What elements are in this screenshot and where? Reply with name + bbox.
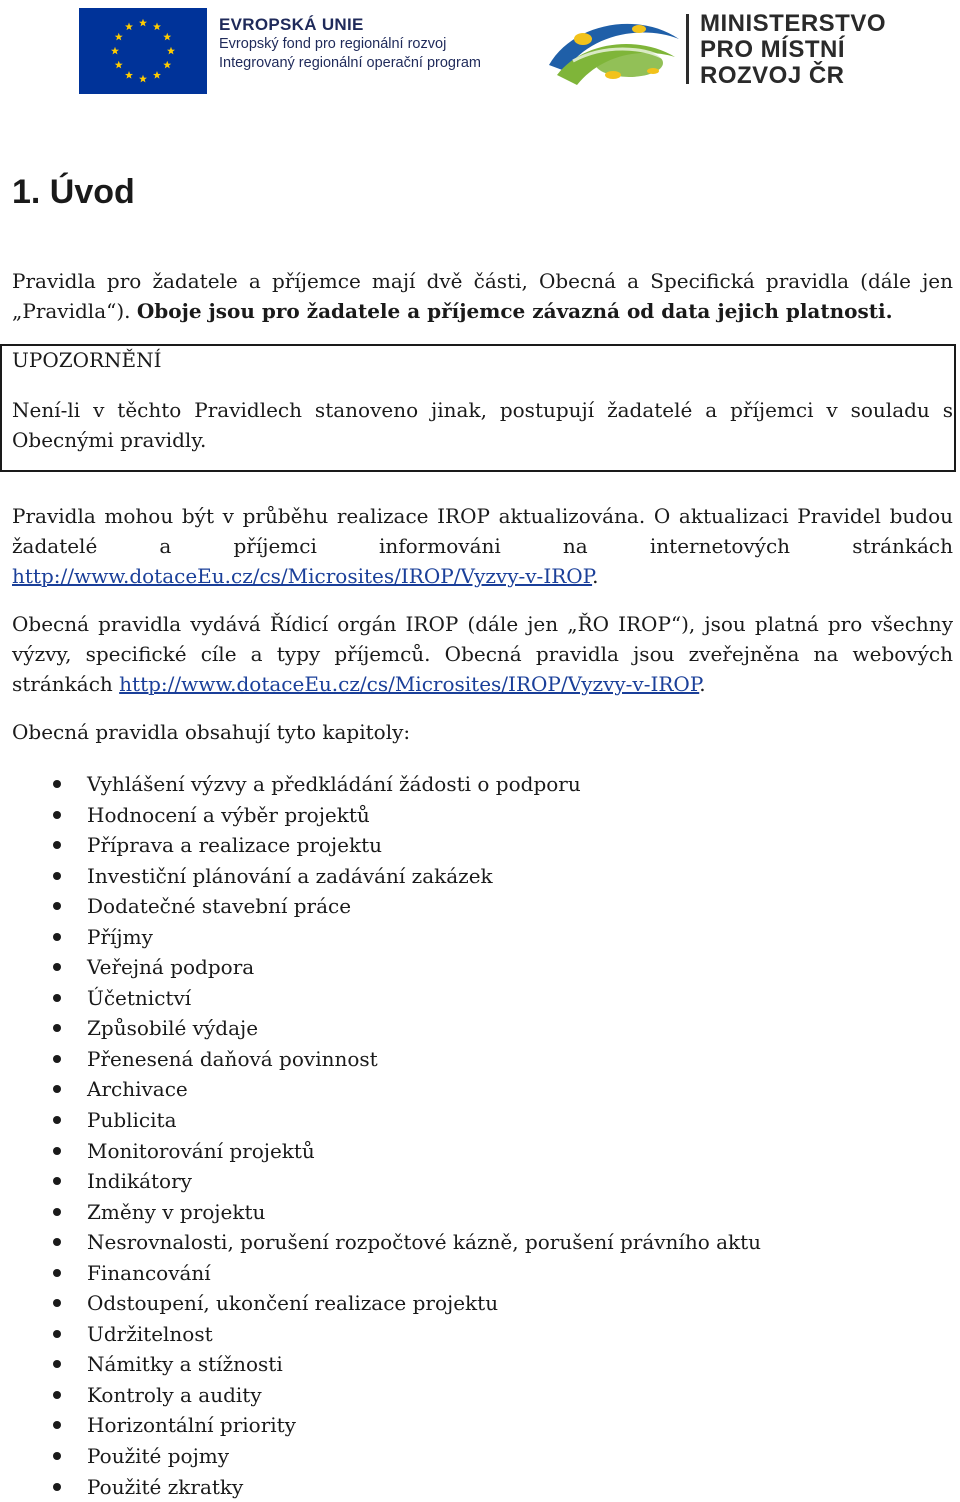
chapter-title: Financování	[87, 1260, 211, 1285]
bullet-icon	[53, 1055, 61, 1063]
chapter-list-item	[0, 830, 761, 861]
chapter-list-item	[0, 1136, 761, 1167]
chapter-list-item	[0, 1227, 761, 1258]
chapter-title: Použité pojmy	[87, 1444, 230, 1469]
chapter-list-item	[0, 1105, 761, 1136]
bullet-icon	[53, 872, 61, 880]
chapter-title: Archivace	[87, 1077, 188, 1102]
chapter-title: Kontroly a audity	[87, 1382, 262, 1407]
bullet-icon	[53, 963, 61, 971]
chapter-list-item	[0, 952, 761, 983]
mmr-logo-line-3: ROZVOJ ČR	[700, 62, 845, 89]
eu-star-icon	[153, 71, 161, 79]
mmr-emblem-logo	[543, 5, 683, 93]
chapter-title: Přenesená daňová povinnost	[87, 1046, 378, 1071]
chapter-list-item	[0, 1288, 761, 1319]
bullet-icon	[53, 1421, 61, 1429]
chapter-list-item	[0, 861, 761, 892]
eu-logo-fund: Evropský fond pro regionální rozvoj	[219, 36, 447, 52]
bullet-icon	[53, 933, 61, 941]
bullet-icon	[53, 1116, 61, 1124]
general-end: .	[699, 672, 706, 696]
intro-text: Pravidla pro žadatele a příjemce mají dvě části, Obecná a Specifická pravidla (dále jen „Pravidla“).	[12, 269, 953, 323]
chapter-list-item	[0, 1472, 761, 1502]
bullet-icon	[53, 1483, 61, 1491]
bullet-icon	[53, 780, 61, 788]
logo-bar	[0, 0, 960, 100]
bullet-icon	[53, 902, 61, 910]
chapter-title: Příjmy	[87, 924, 153, 949]
chapter-title: Změny v projektu	[87, 1199, 266, 1224]
chapter-list-item	[0, 1441, 761, 1472]
chapter-title: Použité zkratky	[87, 1474, 244, 1499]
eu-star-icon	[115, 61, 123, 69]
eu-logo-programme: Integrovaný regionální operační program	[219, 54, 481, 71]
general-link[interactable]: http://www.dotaceEu.cz/cs/Microsites/IROP/Vyzvy-v-IROP	[119, 672, 700, 696]
chapter-list-item	[0, 1197, 761, 1228]
chapter-title: Indikátory	[87, 1169, 192, 1194]
chapter-title: Vyhlášení výzvy a předkládání žádosti o podporu	[87, 772, 581, 796]
chapter-list-item	[0, 1166, 761, 1197]
bullet-icon	[53, 1238, 61, 1246]
updates-link[interactable]: http://www.dotaceEu.cz/cs/Microsites/IROP/Vyzvy-v-IROP	[12, 564, 593, 588]
chapter-title: Odstoupení, ukončení realizace projektu	[87, 1291, 499, 1316]
bullet-icon	[53, 1391, 61, 1399]
chapter-list-item	[0, 1380, 761, 1411]
updates-paragraph	[12, 501, 953, 591]
chapter-list-item	[0, 1410, 761, 1441]
eu-star-icon	[111, 47, 119, 55]
intro-bold-text: Oboje jsou pro žadatele a příjemce závazná od data jejich platnosti.	[136, 299, 893, 323]
bullet-icon	[53, 1024, 61, 1032]
chapter-list-item	[0, 1349, 761, 1380]
chapter-list-item	[0, 922, 761, 953]
updates-end: .	[592, 564, 599, 588]
bullet-icon	[53, 1085, 61, 1093]
chapter-title: Hodnocení a výběr projektů	[87, 802, 370, 827]
eu-stars-icon	[79, 8, 207, 94]
bullet-icon	[53, 1330, 61, 1338]
chapters-list	[0, 769, 761, 1502]
eu-star-icon	[163, 33, 171, 41]
bullet-icon	[53, 1452, 61, 1460]
chapter-list-item	[0, 769, 761, 800]
updates-text: Pravidla mohou být v průběhu realizace IROP aktualizována. O aktualizaci Pravidel budou žadatelé a příjemci informováni na internetových stránkách	[12, 504, 953, 558]
chapter-title: Investiční plánování a zadávání zakázek	[87, 863, 493, 888]
chapter-title: Účetnictví	[87, 985, 192, 1010]
mmr-logo-line-1: MINISTERSTVO	[700, 10, 887, 37]
chapter-list-item	[0, 1258, 761, 1289]
chapter-title: Publicita	[87, 1108, 177, 1133]
chapter-title: Monitorování projektů	[87, 1138, 315, 1163]
eu-star-icon	[139, 75, 147, 83]
section-heading: 1. Úvod	[12, 173, 135, 211]
chapter-title: Námitky a stížnosti	[87, 1352, 283, 1377]
chapter-list-item	[0, 1013, 761, 1044]
chapter-title: Udržitelnost	[87, 1321, 213, 1346]
eu-logo-text	[219, 16, 481, 74]
eu-star-icon	[163, 61, 171, 69]
chapter-title: Horizontální priority	[87, 1413, 296, 1438]
notice-text: Není-li v těchto Pravidlech stanoveno jinak, postupují žadatelé a příjemci v souladu s Obecnými pravidly.	[12, 398, 953, 452]
eu-star-icon	[125, 71, 133, 79]
chapter-title: Veřejná podpora	[87, 955, 255, 980]
intro-paragraph	[12, 266, 953, 326]
chapters-intro: Obecná pravidla obsahují tyto kapitoly:	[12, 720, 411, 744]
mmr-logo-line-2: PRO MÍSTNÍ	[700, 36, 846, 63]
chapter-title: Způsobilé výdaje	[87, 1016, 259, 1041]
general-paragraph	[12, 609, 953, 699]
eu-logo-title: EVROPSKÁ UNIE	[219, 15, 364, 34]
eu-flag-logo	[79, 8, 207, 94]
chapter-title: Nesrovnalosti, porušení rozpočtové kázně, porušení právního aktu	[87, 1230, 762, 1255]
bullet-icon	[53, 1177, 61, 1185]
bullet-icon	[53, 1147, 61, 1155]
eu-star-icon	[115, 33, 123, 41]
mmr-swoosh-icon	[543, 5, 683, 93]
chapter-title: Příprava a realizace projektu	[87, 833, 383, 858]
chapter-list-item	[0, 983, 761, 1014]
mmr-logo-text	[700, 11, 886, 89]
chapter-title: Dodatečné stavební práce	[87, 894, 352, 919]
chapter-list-item	[0, 1044, 761, 1075]
bullet-icon	[53, 1360, 61, 1368]
eu-star-icon	[153, 23, 161, 31]
bullet-icon	[53, 1299, 61, 1307]
mmr-logo-divider	[686, 14, 689, 84]
chapter-list-item	[0, 800, 761, 831]
general-text: Obecná pravidla vydává Řídicí orgán IROP (dále jen „ŘO IROP“), jsou platná pro všechny výzvy, specifické cíle a typy příjemců. Obecná pravidla jsou zveřejněna na webových stránkách	[12, 612, 953, 696]
chapter-list-item	[0, 891, 761, 922]
bullet-icon	[53, 994, 61, 1002]
notice-title: UPOZORNĚNÍ	[12, 348, 162, 372]
chapter-list-item	[0, 1074, 761, 1105]
eu-star-icon	[139, 19, 147, 27]
bullet-icon	[53, 1269, 61, 1277]
eu-star-icon	[167, 47, 175, 55]
bullet-icon	[53, 811, 61, 819]
eu-star-icon	[125, 23, 133, 31]
bullet-icon	[53, 841, 61, 849]
chapter-list-item	[0, 1319, 761, 1350]
bullet-icon	[53, 1208, 61, 1216]
